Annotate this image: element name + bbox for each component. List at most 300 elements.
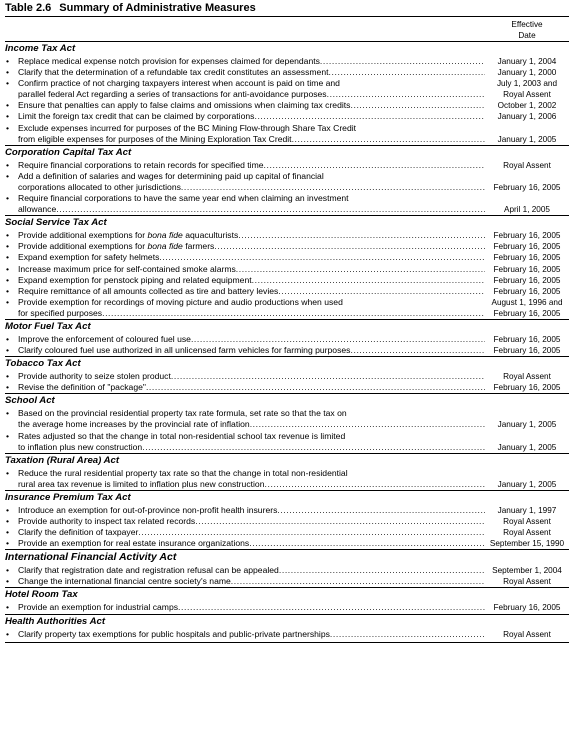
measure-item	[5, 275, 569, 286]
effective-date-line: February 16, 2005	[493, 334, 561, 344]
bullet-icon: •	[6, 159, 10, 170]
measure-description	[18, 78, 485, 100]
dot-leader	[159, 252, 485, 263]
bullet-icon: •	[6, 274, 10, 285]
description-text: from eligible expenses for purposes of the Mining Exploration Tax Credit	[18, 133, 292, 144]
bullet-icon: •	[6, 193, 10, 204]
description-line	[18, 371, 485, 382]
measure-item	[5, 241, 569, 252]
description-text: Expand exemption for safety helmets	[18, 252, 160, 263]
dot-leader	[264, 160, 485, 171]
effective-date-line: February 16, 2005	[493, 383, 561, 393]
description-text: rural area tax revenue is limited to inflation plus new construction	[18, 478, 265, 489]
effective-date-line: October 1, 2002	[497, 101, 557, 111]
description-line	[18, 286, 485, 297]
measure-item	[5, 160, 569, 171]
measure-description	[18, 565, 485, 576]
description-line	[18, 56, 485, 67]
description-line	[18, 78, 485, 89]
bullet-icon: •	[6, 296, 10, 307]
description-line	[18, 538, 485, 549]
measure-description	[18, 345, 485, 356]
description-line	[18, 576, 485, 587]
description-text: Provide an exemption for industrial camps	[18, 602, 179, 613]
measure-item	[5, 602, 569, 613]
measure-item	[5, 468, 569, 490]
section-title: Corporation Capital Tax Act	[5, 146, 132, 158]
description-text: parallel federal Act regarding a series of transactions for anti-avoidance purposes	[18, 89, 327, 100]
effective-date	[485, 67, 569, 78]
description-line	[18, 527, 485, 538]
bullet-icon: •	[6, 467, 10, 478]
bullet-icon: •	[6, 252, 10, 263]
description-line	[18, 442, 485, 453]
measure-description	[18, 408, 485, 430]
effective-date-line: September 15, 1990	[489, 539, 565, 549]
effective-date	[485, 297, 569, 319]
description-text: Exclude expenses incurred for purposes of the BC Mining Flow-through Share Tax Credit	[18, 122, 357, 133]
bullet-icon: •	[6, 430, 10, 441]
description-text: Require financial corporations to retain records for specified time	[18, 159, 264, 170]
measure-description	[18, 193, 485, 215]
description-line	[18, 565, 485, 576]
effective-date-line: January 1, 2005	[497, 442, 557, 452]
description-line	[18, 468, 485, 479]
measure-description	[18, 468, 485, 490]
measure-item	[5, 286, 569, 297]
effective-date-line: September 1, 2004	[492, 566, 562, 576]
measure-description	[18, 252, 485, 263]
description-text: Introduce an exemption for out-of-province non-profit health insurers	[18, 504, 278, 515]
effective-date	[485, 345, 569, 356]
bullet-icon: •	[6, 345, 10, 356]
effective-date-line: Royal Assent	[503, 528, 551, 538]
measure-item	[5, 629, 569, 640]
measure-description	[18, 382, 485, 393]
description-text: Add a definition of salaries and wages for determining paid up capital of financial	[18, 170, 324, 181]
dot-leader	[320, 56, 485, 67]
measure-item	[5, 123, 569, 145]
effective-date	[485, 371, 569, 382]
measure-item	[5, 252, 569, 263]
bullet-icon: •	[6, 371, 10, 382]
dot-leader	[146, 382, 485, 393]
measure-item	[5, 67, 569, 78]
dot-leader	[236, 264, 485, 275]
section-insurance-premium-tax-act	[5, 492, 569, 550]
effective-date-line: January 1, 2005	[497, 420, 557, 430]
effective-date-line: February 16, 2005	[493, 182, 561, 192]
description-line	[18, 171, 485, 182]
description-line	[18, 602, 485, 613]
measure-description	[18, 297, 485, 319]
bullet-icon: •	[6, 100, 10, 111]
bullet-icon: •	[6, 263, 10, 274]
description-text: corporations allocated to other jurisdictions	[18, 181, 181, 192]
effective-date	[485, 527, 569, 538]
dot-leader	[277, 505, 485, 516]
description-text: Change the international financial centre society's name	[18, 576, 231, 587]
bullet-icon: •	[6, 628, 10, 639]
effective-date-line	[485, 171, 569, 182]
effective-date-line: January 1, 2000	[497, 68, 557, 78]
description-text: Provide an exemption for real estate insurance organizations	[18, 538, 250, 549]
description-line	[18, 193, 485, 204]
measure-item	[5, 565, 569, 576]
measure-item	[5, 538, 569, 549]
measure-description	[18, 527, 485, 538]
measure-item	[5, 111, 569, 122]
dot-leader	[214, 241, 485, 252]
effective-date-line: January 1, 1997	[497, 505, 557, 515]
description-text: Clarify the definition of taxpayer	[18, 527, 139, 538]
table-number: Table 2.6	[5, 2, 52, 14]
bullet-icon: •	[6, 285, 10, 296]
bullet-icon: •	[6, 602, 10, 613]
description-text: Require financial corporations to have the same year end when claiming an investment	[18, 193, 349, 204]
measure-description	[18, 241, 485, 252]
effective-date	[485, 286, 569, 297]
bullet-icon: •	[6, 382, 10, 393]
effective-date-header: Effective Date	[511, 20, 543, 40]
dot-leader	[171, 371, 485, 382]
bullet-icon: •	[6, 78, 10, 89]
effective-date-line	[485, 468, 569, 479]
effective-date-line: February 16, 2005	[493, 231, 561, 241]
description-text: allowance	[18, 204, 57, 215]
dot-leader	[178, 602, 485, 613]
dot-leader	[142, 442, 485, 453]
measure-item	[5, 171, 569, 193]
section-title: Hotel Room Tax	[5, 589, 78, 601]
bullet-icon: •	[6, 241, 10, 252]
dot-leader	[56, 204, 485, 215]
dot-leader	[292, 134, 485, 145]
bullet-icon: •	[6, 333, 10, 344]
dot-leader	[279, 565, 485, 576]
bullet-icon: •	[6, 538, 10, 549]
measure-item	[5, 371, 569, 382]
effective-date	[485, 171, 569, 193]
section-international-financial-activity-act	[5, 551, 569, 588]
description-line	[18, 516, 485, 527]
measure-description	[18, 230, 485, 241]
description-line	[18, 100, 485, 111]
effective-date	[485, 241, 569, 252]
dot-leader	[238, 230, 485, 241]
description-line	[18, 419, 485, 430]
section-social-service-tax-act	[5, 217, 569, 320]
measure-description	[18, 100, 485, 111]
dot-leader	[181, 182, 485, 193]
section-tobacco-tax-act	[5, 358, 569, 394]
description-text: Reduce the rural residential property tax rate so that the change in total non-residential	[18, 467, 348, 478]
description-line	[18, 67, 485, 78]
dot-leader	[195, 516, 485, 527]
measure-item	[5, 230, 569, 241]
effective-date	[485, 505, 569, 516]
effective-date	[485, 431, 569, 453]
dot-leader	[102, 308, 485, 319]
description-line	[18, 334, 485, 345]
effective-date	[485, 382, 569, 393]
effective-date	[485, 334, 569, 345]
description-line	[18, 479, 485, 490]
effective-date-line: February 16, 2005	[493, 346, 561, 356]
effective-date	[485, 264, 569, 275]
description-line	[18, 308, 485, 319]
effective-date	[485, 100, 569, 111]
dot-leader	[254, 111, 485, 122]
section-taxation-rural-area-act	[5, 455, 569, 491]
effective-date	[485, 629, 569, 640]
description-line	[18, 505, 485, 516]
effective-date	[485, 252, 569, 263]
measures-table-body	[5, 43, 569, 640]
bullet-icon: •	[6, 122, 10, 133]
measure-description	[18, 111, 485, 122]
section-income-tax-act	[5, 43, 569, 146]
bullet-icon: •	[6, 56, 10, 66]
measure-description	[18, 629, 485, 640]
effective-date-line: January 1, 2005	[497, 134, 557, 144]
table-title-row	[5, 2, 569, 17]
effective-date-line: Royal Assent	[503, 629, 551, 639]
measure-item	[5, 382, 569, 393]
description-line	[18, 408, 485, 419]
measure-description	[18, 602, 485, 613]
description-text: Limit the foreign tax credit that can be claimed by corporations	[18, 111, 255, 122]
measure-item	[5, 527, 569, 538]
effective-date	[485, 565, 569, 576]
effective-date-line	[485, 431, 569, 442]
measure-description	[18, 576, 485, 587]
effective-date-line: February 16, 2005	[493, 242, 561, 252]
description-text: Improve the enforcement of coloured fuel use	[18, 333, 191, 344]
measure-description	[18, 505, 485, 516]
dot-leader	[278, 286, 485, 297]
effective-date-line: January 1, 2006	[497, 112, 557, 122]
effective-date	[485, 408, 569, 430]
measure-item	[5, 297, 569, 319]
effective-date	[485, 468, 569, 490]
effective-date	[485, 111, 569, 122]
bullet-icon: •	[6, 565, 10, 576]
dot-leader	[350, 345, 485, 356]
section-motor-fuel-tax-act	[5, 321, 569, 357]
description-text: Clarify that the determination of a refundable tax credit constitutes an assessment	[18, 67, 329, 78]
measure-description	[18, 264, 485, 275]
effective-date-line: Royal Assent	[503, 372, 551, 382]
dot-leader	[231, 576, 485, 587]
measure-item	[5, 576, 569, 587]
dot-leader	[264, 479, 485, 490]
effective-date-line: February 16, 2005	[493, 286, 561, 296]
effective-date-line	[485, 408, 569, 419]
effective-date-line: February 16, 2005	[493, 253, 561, 263]
effective-date-line: April 1, 2005	[504, 205, 550, 215]
description-text: Ensure that penalties can apply to false claims and omissions when claiming tax credits	[18, 100, 351, 111]
bullet-icon: •	[6, 516, 10, 526]
description-line	[18, 89, 485, 100]
effective-date	[485, 576, 569, 587]
effective-date	[485, 160, 569, 171]
description-text: Expand exemption for penstock piping and related equipment	[18, 274, 252, 285]
dot-leader	[350, 100, 485, 111]
description-text: Provide authority to inspect tax related records	[18, 516, 196, 526]
description-line	[18, 252, 485, 263]
effective-date	[485, 275, 569, 286]
measure-item	[5, 408, 569, 430]
bullet-icon: •	[6, 576, 10, 587]
measure-description	[18, 538, 485, 549]
measure-item	[5, 100, 569, 111]
description-text: Rates adjusted so that the change in total non-residential school tax revenue is limited	[18, 430, 346, 441]
description-line	[18, 134, 485, 145]
effective-date	[485, 56, 569, 67]
bullet-icon: •	[6, 504, 10, 515]
section-corporation-capital-tax-act	[5, 147, 569, 216]
table-header-row	[5, 17, 569, 42]
section-title: Income Tax Act	[5, 43, 76, 54]
effective-date	[485, 78, 569, 100]
measure-description	[18, 56, 485, 67]
dot-leader	[329, 67, 486, 78]
effective-date	[485, 123, 569, 145]
section-title: International Financial Activity Act	[5, 551, 177, 564]
section-hotel-room-tax	[5, 589, 569, 614]
section-title: Tobacco Tax Act	[5, 358, 81, 370]
effective-date	[485, 538, 569, 549]
section-school-act	[5, 395, 569, 453]
measure-description	[18, 334, 485, 345]
dot-leader	[250, 419, 485, 430]
effective-date-line: January 1, 2005	[497, 479, 557, 489]
bullet-icon: •	[6, 230, 10, 241]
table-title: Summary of Administrative Measures	[59, 2, 256, 14]
description-text: Provide additional exemptions for bona fide aquaculturists	[18, 230, 239, 241]
measure-description	[18, 171, 485, 193]
description-line	[18, 230, 485, 241]
effective-date-line: February 16, 2005	[493, 603, 561, 613]
effective-date-line: Royal Assent	[503, 90, 551, 100]
effective-date-line: Royal Assent	[503, 517, 551, 526]
dot-leader	[327, 89, 485, 100]
effective-date-line	[485, 123, 569, 134]
measure-item	[5, 78, 569, 100]
bullet-icon: •	[6, 527, 10, 538]
description-text: Provide additional exemptions for bona fide farmers	[18, 241, 215, 252]
description-line	[18, 629, 485, 640]
description-line	[18, 431, 485, 442]
description-line	[18, 160, 485, 171]
section-title: School Act	[5, 395, 55, 407]
measure-item	[5, 505, 569, 516]
effective-date-line: Royal Assent	[503, 577, 551, 587]
measure-description	[18, 286, 485, 297]
bullet-icon: •	[6, 67, 10, 78]
effective-date-line: February 16, 2005	[493, 308, 561, 318]
measure-item	[5, 56, 569, 67]
effective-date-line: Royal Assent	[503, 160, 551, 170]
description-line	[18, 111, 485, 122]
section-title: Taxation (Rural Area) Act	[5, 454, 120, 466]
measure-item	[5, 264, 569, 275]
measure-description	[18, 516, 485, 527]
effective-date-line	[485, 193, 569, 204]
measure-description	[18, 371, 485, 382]
measure-description	[18, 431, 485, 453]
section-title: Motor Fuel Tax Act	[5, 320, 91, 332]
section-title: Social Service Tax Act	[5, 217, 107, 229]
bullet-icon: •	[6, 111, 10, 122]
effective-date-line: February 16, 2005	[493, 264, 561, 274]
description-text: Based on the provincial residential property tax rate formula, set rate so that the tax on	[18, 408, 347, 419]
effective-date	[485, 602, 569, 613]
description-text: the average home increases by the provincial rate of inflation	[18, 419, 250, 430]
effective-date-line: July 1, 2003 and	[496, 79, 558, 89]
effective-date-line: February 16, 2005	[493, 275, 561, 285]
description-text: Require remittance of all amounts collected as tire and battery levies	[18, 285, 279, 296]
measure-item	[5, 345, 569, 356]
measure-description	[18, 67, 485, 78]
description-text: Clarify coloured fuel use authorized in all unlicensed farm vehicles for farming purposes	[18, 345, 351, 356]
section-health-authorities-act	[5, 616, 569, 640]
section-title: Health Authorities Act	[5, 615, 106, 627]
dot-leader	[138, 527, 485, 538]
description-line	[18, 123, 485, 134]
measure-item	[5, 516, 569, 527]
description-line	[18, 275, 485, 286]
description-text: Revise the definition of "package"	[18, 382, 146, 393]
description-text: for specified purposes	[18, 307, 103, 318]
measure-description	[18, 160, 485, 171]
table-bottom-rule	[5, 642, 569, 643]
measure-item	[5, 334, 569, 345]
description-text: to inflation plus new construction	[18, 441, 143, 452]
effective-date	[485, 516, 569, 527]
description-line	[18, 345, 485, 356]
description-line	[18, 182, 485, 193]
dot-leader	[191, 334, 485, 345]
effective-date-line: January 1, 2004	[497, 57, 557, 66]
description-line	[18, 204, 485, 215]
bullet-icon: •	[6, 170, 10, 181]
effective-date-line: August 1, 1996 and	[491, 297, 563, 307]
description-text: Increase maximum price for self-contained smoke alarms	[18, 263, 236, 274]
section-title: Insurance Premium Tax Act	[5, 491, 131, 503]
measure-description	[18, 275, 485, 286]
dot-leader	[252, 275, 485, 286]
description-line	[18, 382, 485, 393]
dot-leader	[330, 629, 485, 640]
description-text: Provide authority to seize stolen product	[18, 371, 171, 382]
measure-item	[5, 431, 569, 453]
effective-date	[485, 230, 569, 241]
measure-description	[18, 123, 485, 145]
description-text: Provide exemption for recordings of moving picture and audio productions when used	[18, 296, 343, 307]
description-line	[18, 241, 485, 252]
description-text: Replace medical expense notch provision for expenses claimed for dependants	[18, 56, 320, 66]
measure-item	[5, 193, 569, 215]
description-text: Clarify that registration date and registration refusal can be appealed	[18, 565, 279, 576]
bullet-icon: •	[6, 408, 10, 419]
dot-leader	[249, 538, 485, 549]
description-line	[18, 264, 485, 275]
description-text: Confirm practice of not charging taxpayers interest when account is paid on time and	[18, 78, 340, 89]
description-line	[18, 297, 485, 308]
effective-date	[485, 193, 569, 215]
